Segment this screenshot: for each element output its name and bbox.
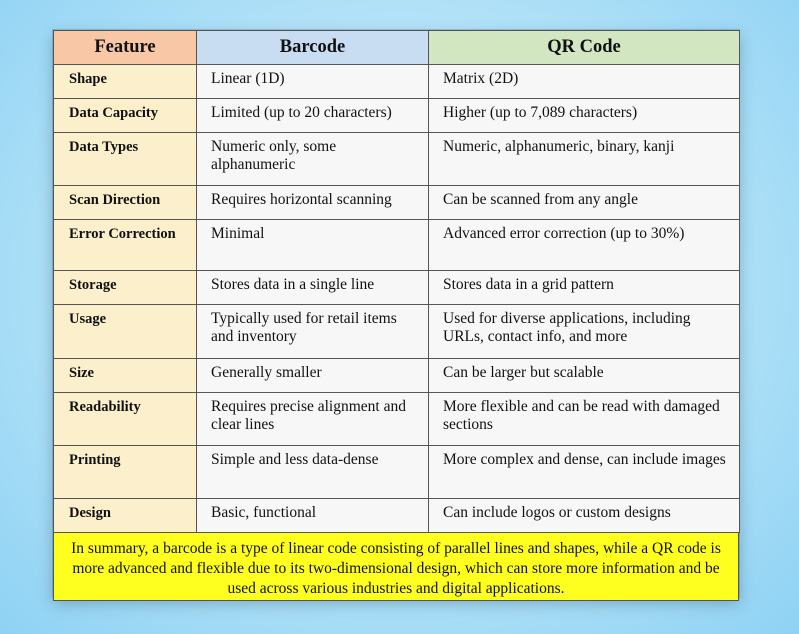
barcode-cell: Generally smaller [197, 359, 429, 393]
qr-cell: More flexible and can be read with damaged sections [429, 393, 740, 446]
qr-cell: Stores data in a grid pattern [429, 271, 740, 305]
barcode-cell: Requires precise alignment and clear lines [197, 393, 429, 446]
table-row [54, 186, 740, 220]
barcode-cell: Simple and less data-dense [197, 446, 429, 499]
table-row [54, 499, 740, 533]
qr-cell: Can be scanned from any angle [429, 186, 740, 220]
summary-box: In summary, a barcode is a type of linear code consisting of parallel lines and shapes, while a QR code is more advanced and flexible due to its two-dimensional design, which can store more information and be used across various industries and digital applications. [53, 533, 739, 601]
feature-cell: Size [54, 359, 197, 393]
header-barcode: Barcode [197, 31, 429, 65]
feature-cell: Storage [54, 271, 197, 305]
feature-cell: Scan Direction [54, 186, 197, 220]
feature-cell: Shape [54, 65, 197, 99]
comparison-card [53, 30, 739, 597]
feature-cell: Data Capacity [54, 99, 197, 133]
barcode-cell: Requires horizontal scanning [197, 186, 429, 220]
qr-cell: Can include logos or custom designs [429, 499, 740, 533]
barcode-cell: Minimal [197, 220, 429, 271]
barcode-cell: Limited (up to 20 characters) [197, 99, 429, 133]
table-row [54, 220, 740, 271]
barcode-cell: Typically used for retail items and inventory [197, 305, 429, 359]
feature-cell: Printing [54, 446, 197, 499]
barcode-cell: Stores data in a single line [197, 271, 429, 305]
feature-cell: Usage [54, 305, 197, 359]
qr-cell: More complex and dense, can include images [429, 446, 740, 499]
table-row [54, 359, 740, 393]
barcode-cell: Linear (1D) [197, 65, 429, 99]
qr-cell: Higher (up to 7,089 characters) [429, 99, 740, 133]
qr-cell: Matrix (2D) [429, 65, 740, 99]
feature-cell: Error Correction [54, 220, 197, 271]
qr-cell: Can be larger but scalable [429, 359, 740, 393]
feature-cell: Design [54, 499, 197, 533]
table-row [54, 65, 740, 99]
feature-cell: Data Types [54, 133, 197, 186]
qr-cell: Numeric, alphanumeric, binary, kanji [429, 133, 740, 186]
comparison-table [53, 30, 740, 533]
table-row [54, 271, 740, 305]
header-row [54, 31, 740, 65]
table-row [54, 446, 740, 499]
header-feature: Feature [54, 31, 197, 65]
qr-cell: Used for diverse applications, including URLs, contact info, and more [429, 305, 740, 359]
header-qr-code: QR Code [429, 31, 740, 65]
table-row [54, 133, 740, 186]
table-row [54, 305, 740, 359]
barcode-cell: Numeric only, some alphanumeric [197, 133, 429, 186]
feature-cell: Readability [54, 393, 197, 446]
table-row [54, 99, 740, 133]
barcode-cell: Basic, functional [197, 499, 429, 533]
qr-cell: Advanced error correction (up to 30%) [429, 220, 740, 271]
table-row [54, 393, 740, 446]
